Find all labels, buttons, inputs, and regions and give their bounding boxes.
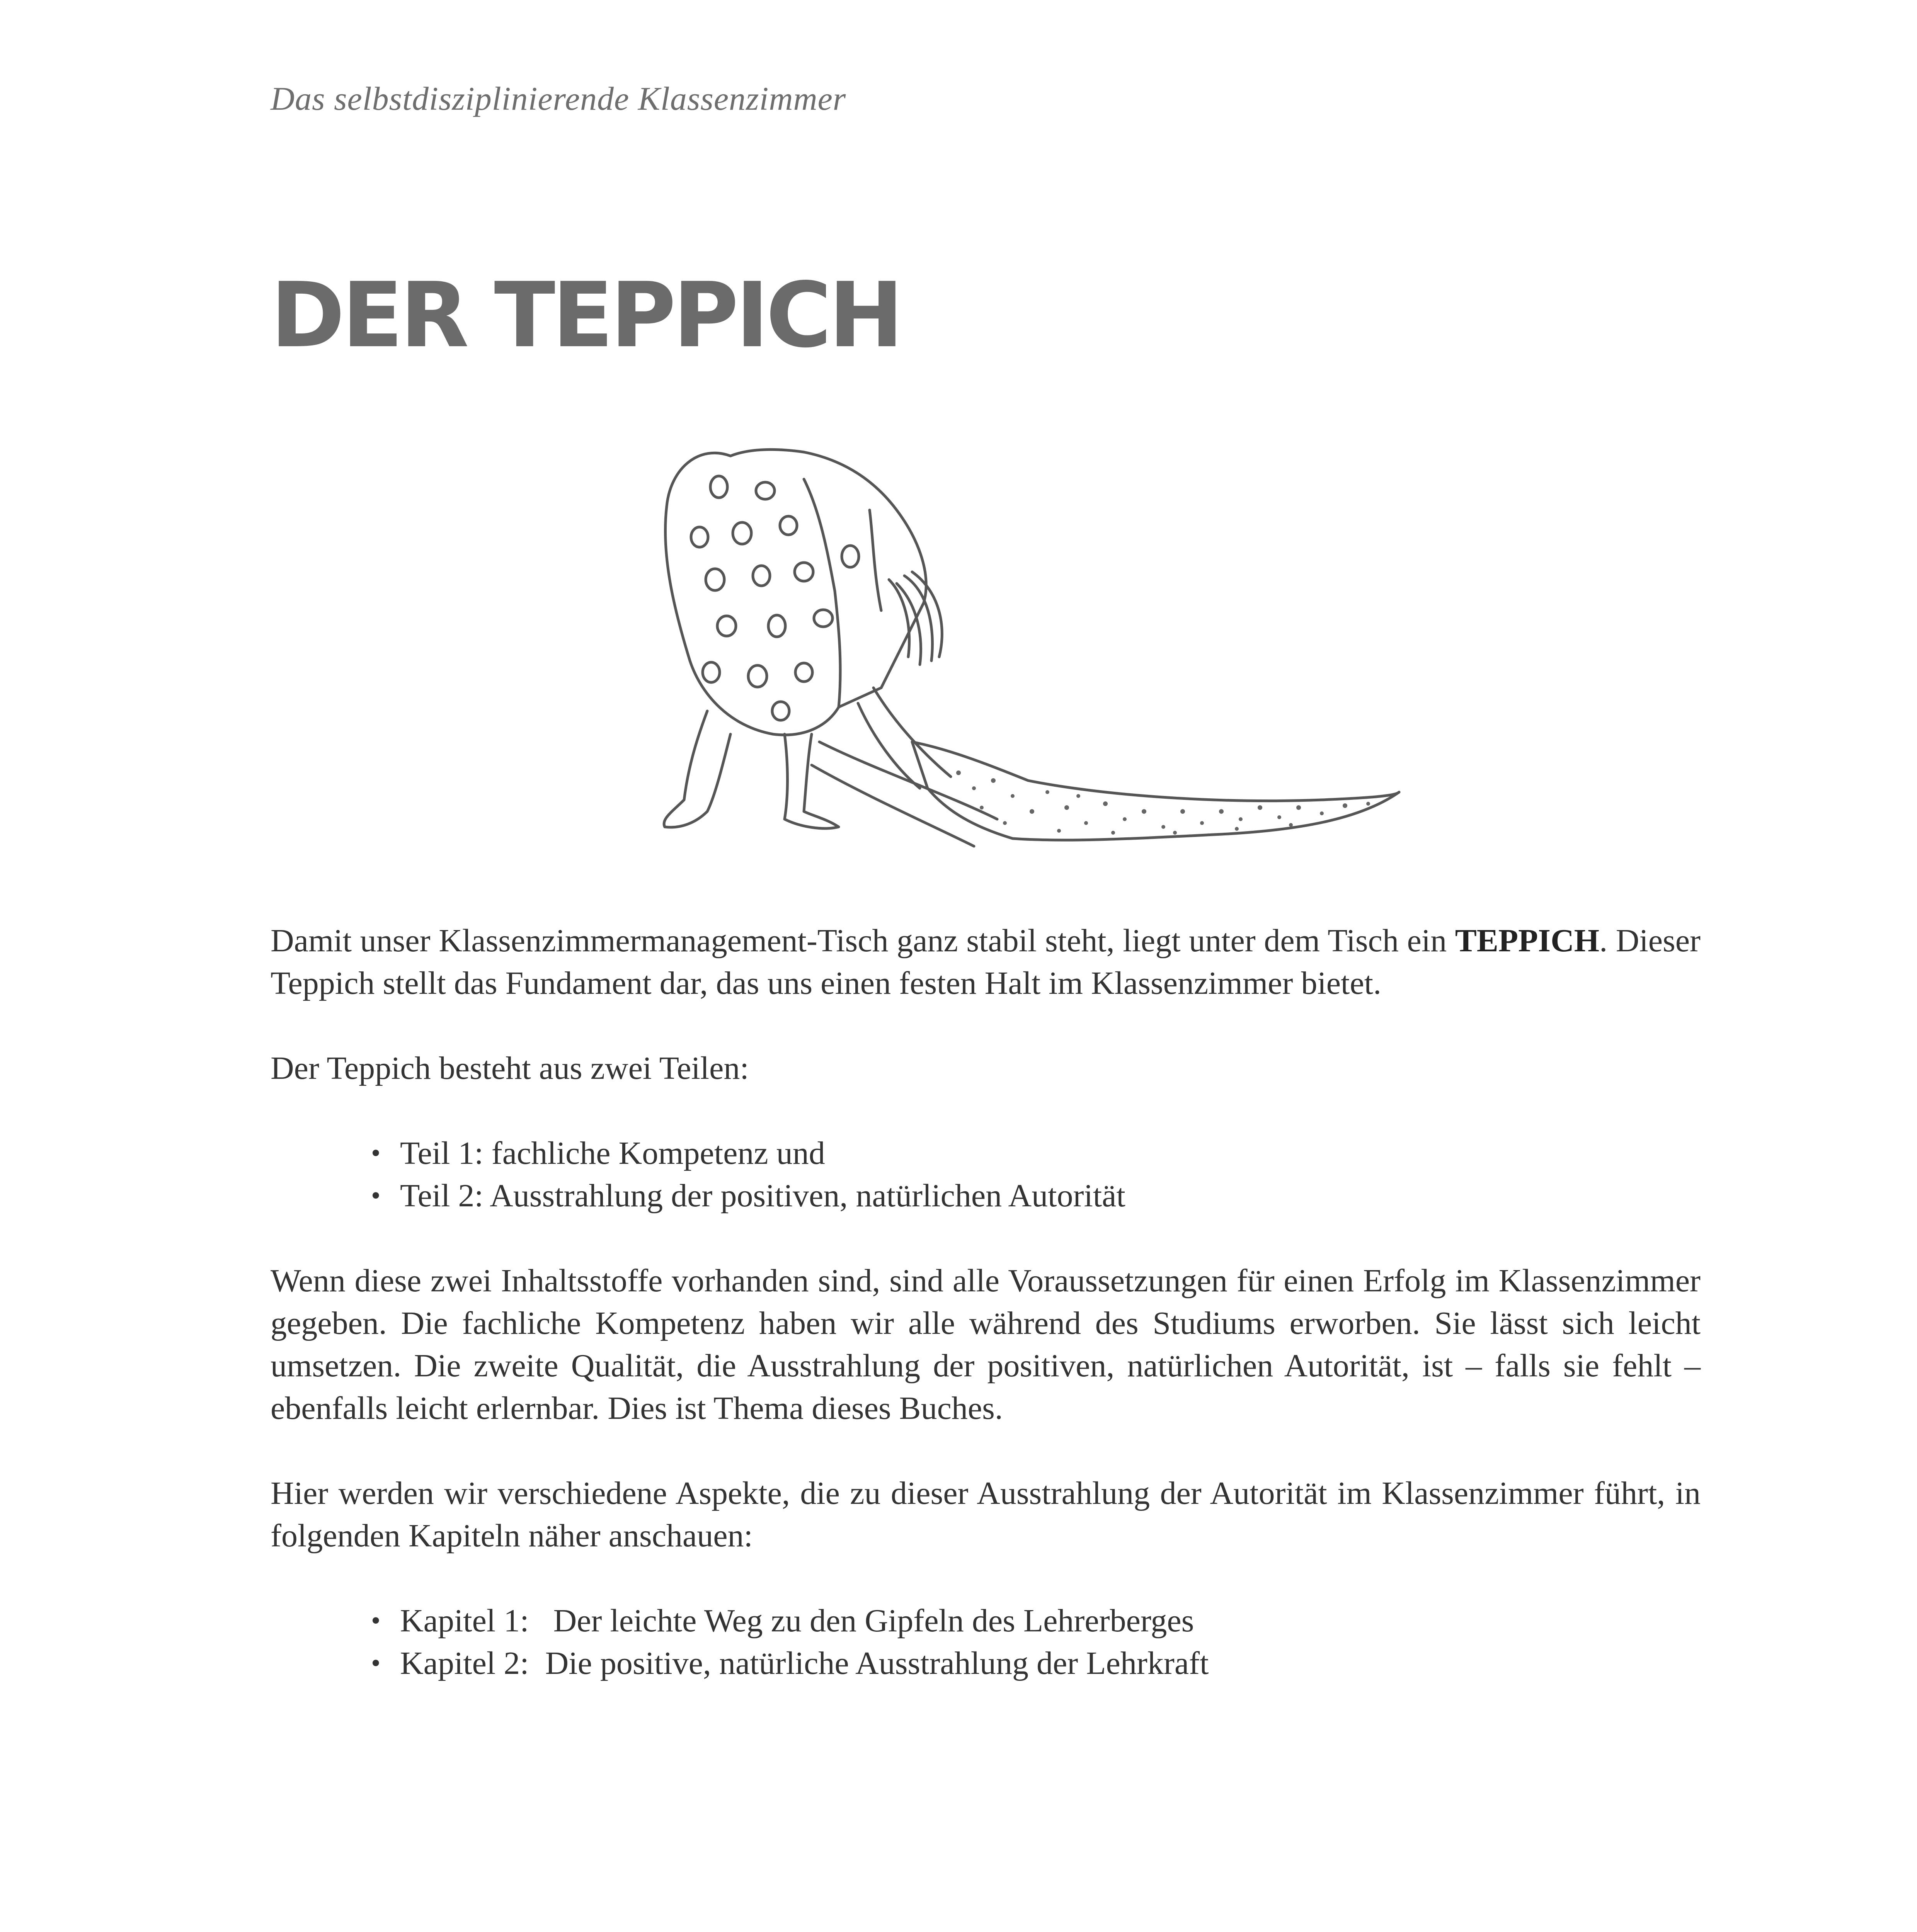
intro-text-end: . Dieser Teppich stellt das Fundament dar, das uns einen festen Halt im Klassenzimmer bietet. <box>271 923 1701 1001</box>
chapter-title: DER TEPPICH <box>271 263 901 367</box>
parts-list <box>271 1132 1701 1217</box>
conditions-paragraph: Wenn diese zwei Inhaltsstoffe vorhanden sind, sind alle Voraussetzungen für einen Erfolg im Klassenzimmer gegeben. Die fachliche Kompetenz haben wir alle während des Studiums erworben. Sie lässt sich leicht umsetzen. Die zweite Qualität, die Ausstrahlung der positiven, natürlichen Autorität, ist – falls sie fehlt – ebenfalls leicht erlernbar. Dies ist Thema dieses Buches. <box>271 1263 1701 1426</box>
list-item: • Kapitel 1: Der leichte Weg zu den Gipfeln des Lehrerberges <box>371 1600 1701 1642</box>
intro-paragraph <box>271 920 1701 1005</box>
list-item: • Teil 2: Ausstrahlung der positiven, natürlichen Autorität <box>371 1175 1701 1217</box>
list-item: • Teil 1: fachliche Kompetenz und <box>371 1132 1701 1175</box>
parts-intro-paragraph: Der Teppich besteht aus zwei Teilen: <box>271 1050 749 1086</box>
running-header: Das selbstdisziplinierende Klassenzimmer <box>271 80 846 117</box>
chapters-paragraph: Hier werden wir verschiedene Aspekte, die zu dieser Ausstrahlung der Autorität im Klassenzimmer führt, in folgenden Kapiteln näher anschauen: <box>271 1475 1701 1554</box>
intro-text-start: Damit unser Klassenzimmermanagement-Tisch ganz stabil steht, liegt unter dem Tisch ein <box>271 923 1455 959</box>
woman-pulling-carpet-illustration <box>603 410 1415 881</box>
chapters-list <box>271 1600 1701 1685</box>
list-item: • Kapitel 2: Die positive, natürliche Ausstrahlung der Lehrkraft <box>371 1642 1701 1685</box>
teppich-bold: TEPPICH <box>1455 923 1600 959</box>
body-text <box>271 920 1701 1727</box>
